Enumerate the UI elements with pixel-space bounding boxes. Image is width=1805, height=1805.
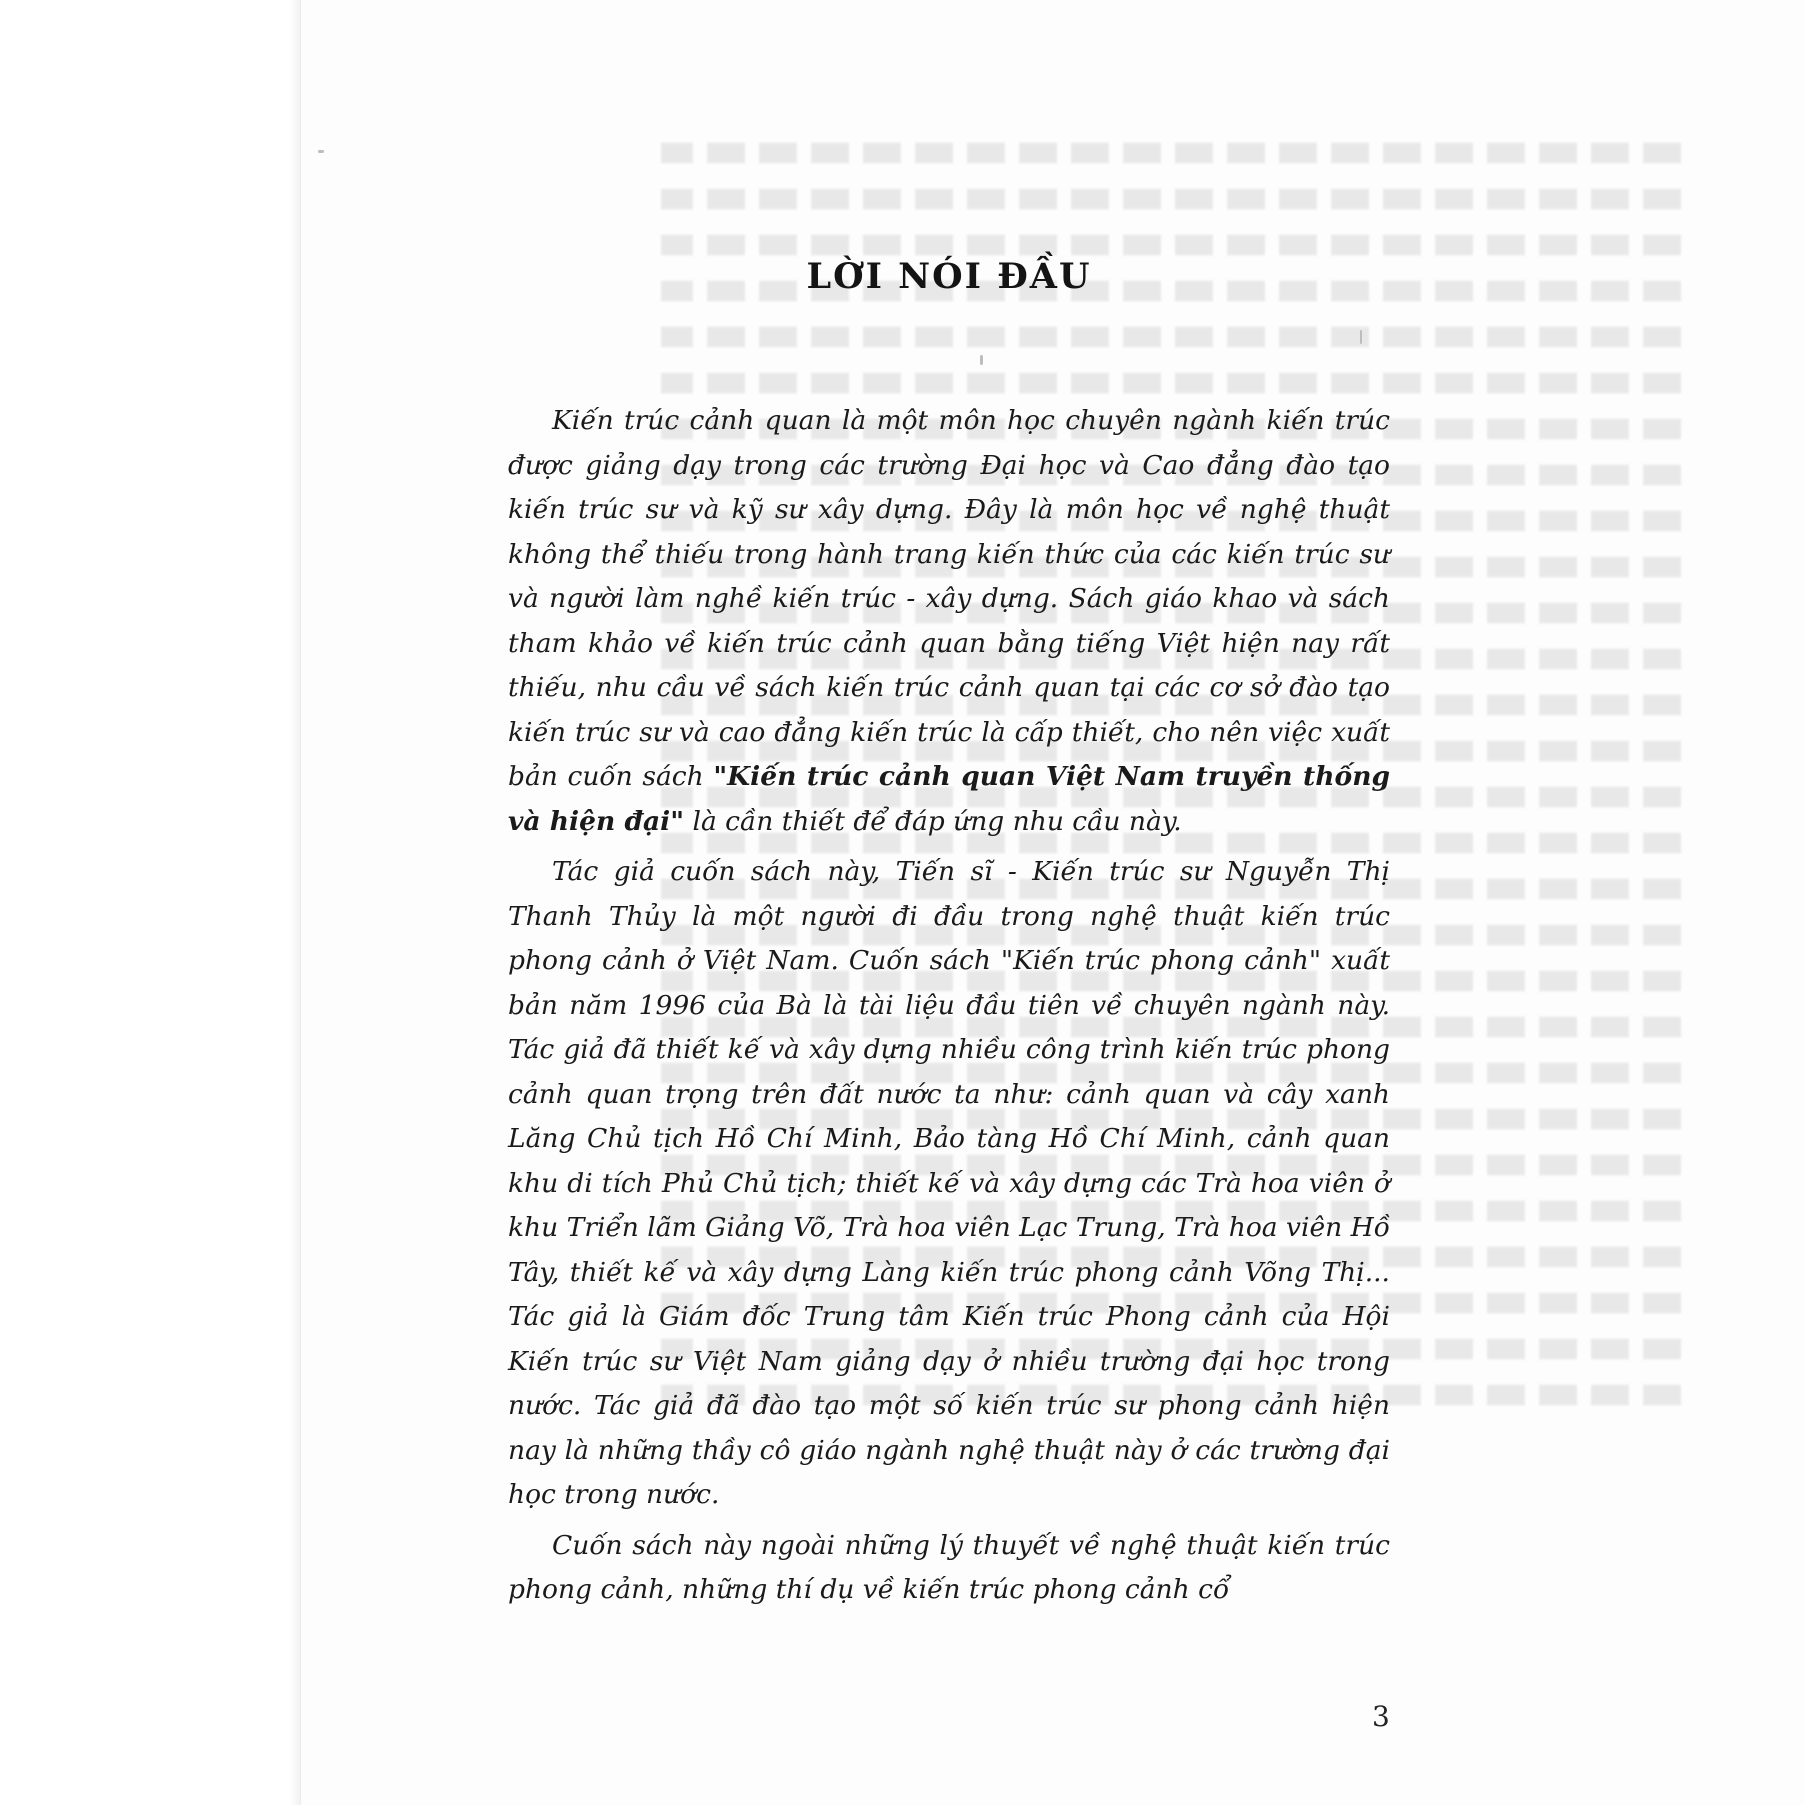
page-title: LỜI NÓI ĐẦU (806, 256, 1092, 297)
page-number: 3 (1372, 1700, 1390, 1733)
paragraph-1 (508, 399, 1390, 844)
paragraph-3: Cuốn sách này ngoài những lý thuyết về nghệ thuật kiến trúc phong cảnh, những thí dụ về kiến trúc phong cảnh cổ (508, 1529, 1390, 1605)
paragraph-2: Tác giả cuốn sách này, Tiến sĩ - Kiến trúc sư Nguyễn Thị Thanh Thủy là một người đi đầu trong nghệ thuật kiến trúc phong cảnh ở Việt Nam. Cuốn sách "Kiến trúc phong cảnh" xuất bản năm 1996 của Bà là tài liệu đầu tiên về chuyên ngành này. Tác giả đã thiết kế và xây dựng nhiều công trình kiến trúc phong cảnh quan trọng trên đất nước ta như: cảnh quan và cây xanh Lăng Chủ tịch Hồ Chí Minh, Bảo tàng Hồ Chí Minh, cảnh quan khu di tích Phủ Chủ tịch; thiết kế và xây dựng các Trà hoa viên ở khu Triển lãm Giảng Võ, Trà hoa viên Lạc Trung, Trà hoa viên Hồ Tây, thiết kế và xây dựng Làng kiến trúc phong cảnh Võng Thị... Tác giả là Giám đốc Trung tâm Kiến trúc Phong cảnh của Hội Kiến trúc sư Việt Nam giảng dạy ở nhiều trường đại học trong nước. Tác giả đã đào tạo một số kiến trúc sư phong cảnh hiện nay là những thầy cô giáo ngành nghệ thuật này ở các trường đại học trong nước. (508, 856, 1390, 1510)
scan-speck (318, 150, 324, 153)
paragraph-1-text: Kiến trúc cảnh quan là một môn học chuyên ngành kiến trúc được giảng dạy trong các trường Đại học và Cao đẳng đào tạo kiến trúc sư và kỹ sư xây dựng. Đây là môn học về nghệ thuật không thể thiếu trong hành trang kiến thức của các kiến trúc sư và người làm nghề kiến trúc - xây dựng. Sách giáo khao và sách tham khảo về kiến trúc cảnh quan bằng tiếng Việt hiện nay rất thiếu, nhu cầu về sách kiến trúc cảnh quan tại các cơ sở đào tạo kiến trúc sư và cao đẳng kiến trúc là cấp thiết, cho nên việc xuất bản cuốn sách (508, 405, 1390, 792)
scan-speck (1360, 330, 1362, 344)
body-text (508, 399, 1390, 1619)
paragraph-1-ending: là cần thiết để đáp ứng nhu cầu này. (684, 805, 1182, 837)
book-title-bold: "Kiến trúc cảnh quan Việt Nam truyền thống và hiện đại" (508, 761, 1390, 837)
scan-speck (980, 355, 983, 365)
